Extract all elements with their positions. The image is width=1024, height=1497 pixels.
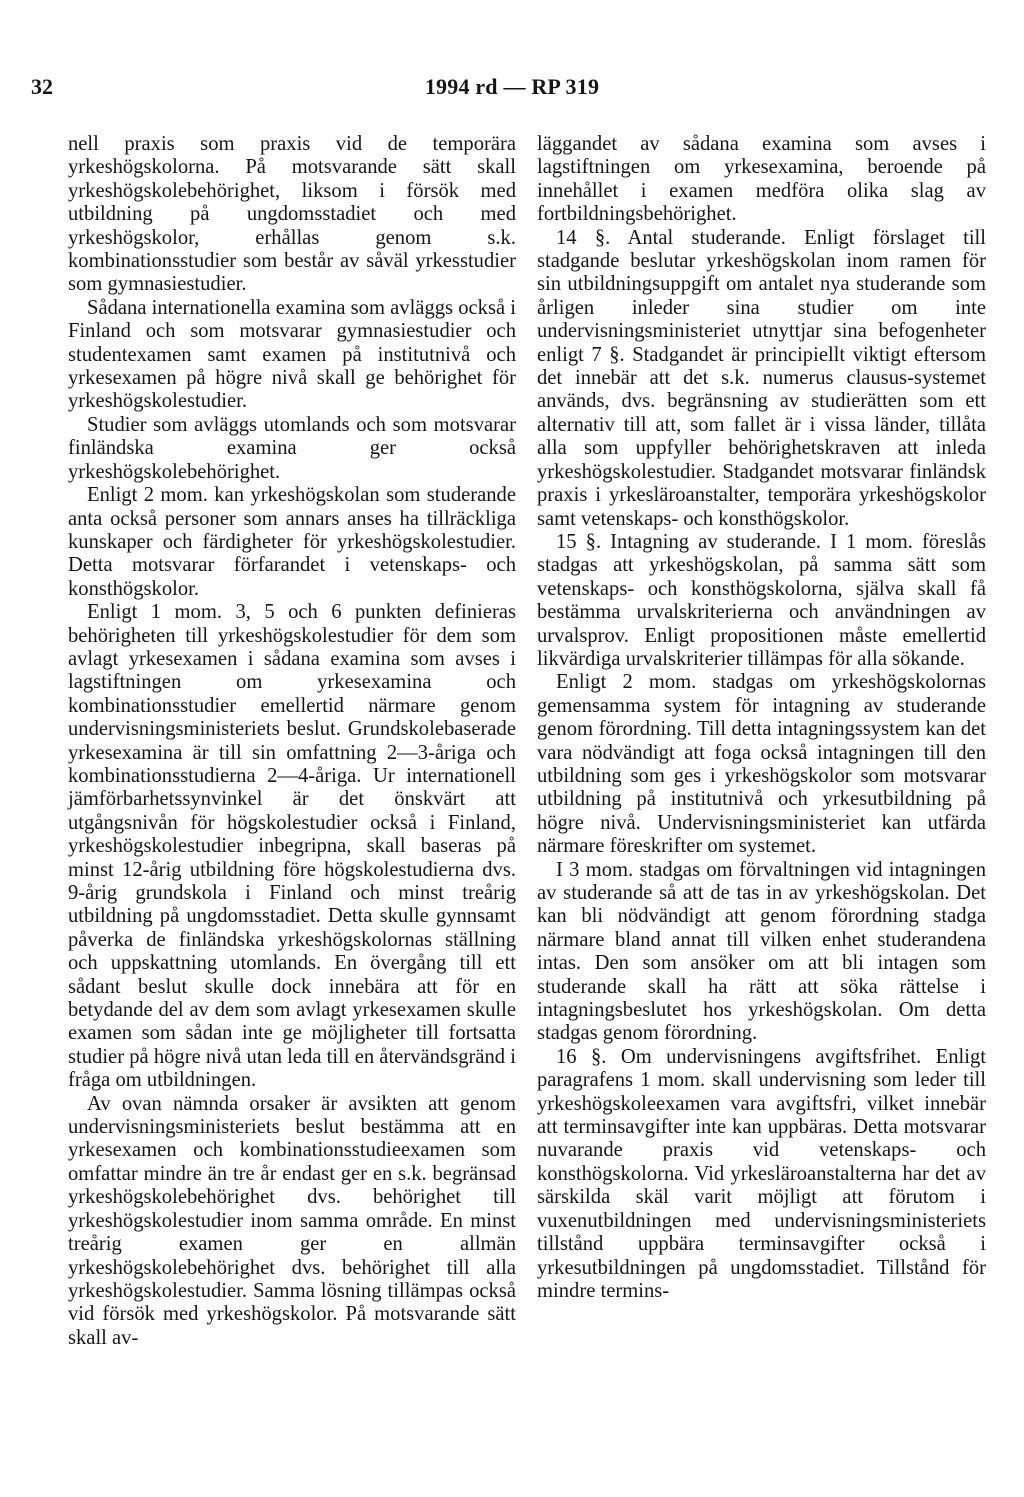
paragraph: I 3 mom. stadgas om förvaltningen vid intagningen av studerande så att de tas in av yrkeshögskolan. Det kan bli nödvändigt att genom förordning stadga närmare bland annat till vilken enhet studerandena intas. Den som ansöker om att bli intagen som studerande skall ha rätt att söka rättelse i intagningsbeslutet hos yrkeshögskolan. Om detta stadgas genom förordning. [537, 858, 986, 1045]
page-number: 32 [31, 74, 53, 99]
section-15-paragraph: 15 §. Intagning av studerande. I 1 mom. föreslås stadgas att yrkeshögskolan, på samma sätt som vetenskaps- och konsthögskolorna, själva skall få bestämma urvalskriterierna och användningen av urvalsprov. Enligt propositionen måste emellertid likvärdiga urvalskriterier tillämpas för alla sökande. [537, 530, 986, 670]
section-14-paragraph: 14 §. Antal studerande. Enligt förslaget till stadgande beslutar yrkeshögskolan inom ramen för sin utbildningsuppgift om antalet nya studerande som årligen inleder sina studier om inte undervisningsministeriet utnyttjar sina befogenheter enligt 7 §. Stadgandet är principiellt viktigt eftersom det innebär att det s.k. numerus clausus-systemet används, dvs. begränsning av studierätten som ett alternativ till att, som fallet är i vissa länder, tillåta alla som uppfyller behörighetskraven att inleda yrkeshögskolestudier. Stadgandet motsvarar finländsk praxis i yrkesläroanstalter, temporära yrkeshögskolor samt vetenskaps- och konsthögskolor. [537, 226, 986, 530]
paragraph: Sådana internationella examina som avläggs också i Finland och som motsvarar gymnasiestudier och studentexamen samt examen på institutnivå och yrkesexamen på högre nivå skall ge behörighet för yrkeshögskolestudier. [68, 296, 516, 413]
paragraph: nell praxis som praxis vid de temporära yrkeshögskolorna. På motsvarande sätt skall yrkeshögskolebehörighet, liksom i försök med utbildning på ungdomsstadiet och med yrkeshögskolor, erhållas genom s.k. kombinationsstudier som består av såväl yrkesstudier som gymnasiestudier. [68, 133, 516, 296]
section-16-paragraph: 16 §. Om undervisningens avgiftsfrihet. Enligt paragrafens 1 mom. skall undervisning som leder till yrkeshögskoleexamen vara avgiftsfri, vilket innebär att terminsavgifter inte kan uppbäras. Detta motsvarar nuvarande praxis vid vetenskaps- och konsthögskolorna. Vid yrkesläroanstalterna har det av särskilda skäl varit möjligt att förutom i vuxenutbildningen med undervisningsministeriets tillstånd uppbära terminsavgifter också i yrkesutbildningen på ungdomsstadiet. Tillstånd för mindre termins- [537, 1045, 986, 1302]
paragraph: Enligt 2 mom. stadgas om yrkeshögskolornas gemensamma system för intagning av studerande genom förordning. Till detta intagningssystem kan det vara nödvändigt att foga också intagningen till den utbildning som ges i yrkeshögskolor som motsvarar utbildning på institutnivå och yrkesutbildning på högre nivå. Undervisningsministeriet kan utfärda närmare föreskrifter om systemet. [537, 671, 986, 858]
right-column [537, 133, 986, 1303]
paragraph: Enligt 1 mom. 3, 5 och 6 punkten definieras behörigheten till yrkeshögskolestudier för dem som avlagt yrkesexamen i sådana examina som avses i lagstiftningen om yrkesexamina och kombinationsstudier emellertid närmare genom undervisningsministeriets beslut. Grundskolebaserade yrkesexamina är till sin omfattning 2—3-åriga och kombinationsstudierna 2—4-åriga. Ur internationell jämförbarhetssynvinkel är det önskvärt att utgångsnivån för högskolestudier också i Finland, yrkeshögskolestudier inbegripna, skall baseras på minst 12-årig utbildning före högskolestudierna dvs. 9-årig grundskola i Finland och minst treårig utbildning på ungdomsstadiet. Detta skulle gynnsamt påverka de finländska yrkeshögskolornas ställning och uppskattning utomlands. En övergång till ett sådant beslut skulle dock innebära att för en betydande del av dem som avlagt yrkesexamen skulle examen som sådan inte ge möjligheter till fortsatta studier på högre nivå utan leda till en återvändsgränd i fråga om utbildningen. [68, 601, 516, 1092]
left-column [68, 133, 516, 1350]
paragraph: Av ovan nämnda orsaker är avsikten att genom undervisningsministeriets beslut bestämma att en yrkesexamen och kombinationsstudieexamen som omfattar mindre än tre år endast ger en s.k. begränsad yrkeshögskolebehörighet dvs. behörighet till yrkeshögskolestudier inom samma område. En minst treårig examen ger en allmän yrkeshögskolebehörighet dvs. behörighet till alla yrkeshögskolestudier. Samma lösning tillämpas också vid försök med yrkeshögskolor. På motsvarande sätt skall av- [68, 1092, 516, 1349]
page-header [0, 74, 1024, 104]
paragraph: Studier som avläggs utomlands och som motsvarar finländska examina ger också yrkeshögskolebehörighet. [68, 413, 516, 483]
paragraph: Enligt 2 mom. kan yrkeshögskolan som studerande anta också personer som annars anses ha tillräckliga kunskaper och färdigheter för yrkeshögskolestudier. Detta motsvarar förfarandet i vetenskaps- och konsthögskolor. [68, 484, 516, 600]
paragraph: läggandet av sådana examina som avses i lagstiftningen om yrkesexamina, beroende på innehållet i examen medföra olika slag av fortbildningsbehörighet. [537, 133, 986, 226]
running-head: 1994 rd — RP 319 [424, 74, 600, 99]
